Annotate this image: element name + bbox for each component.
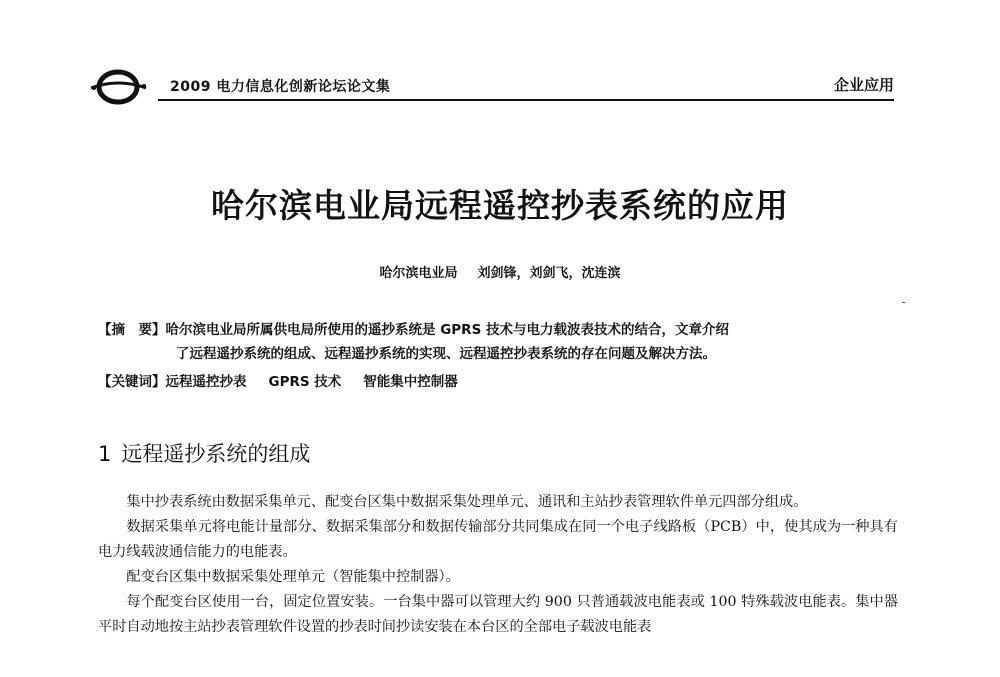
running-header [88, 66, 894, 106]
scan-speck [902, 302, 905, 303]
paragraph: 每个配变台区使用一台，固定位置安装。一台集中器可以管理大约 900 只普通载波电能表或 100 特殊载波电能表。集中器平时自动地按主站抄表管理软件设置的抄表时间抄读安装在本台区的全部电子载波电能表 [98, 594, 898, 635]
section-number: 1 [98, 442, 112, 466]
proceedings-title: 2009 电力信息化创新论坛论文集 [170, 79, 391, 95]
paragraph: 数据采集单元将电能计量部分、数据采集部分和数据传输部分共同集成在同一个电子线路板（PCB）中，使其成为一种具有电力线载波通信能力的电能表。 [98, 519, 898, 560]
abstract [98, 318, 898, 366]
keyword: 远程遥控抄表 [165, 374, 247, 390]
keywords-label: 【关键词】 [98, 374, 166, 390]
paper-title: 哈尔滨电业局远程遥控抄表系统的应用 [211, 186, 789, 225]
abstract-line-2: 了远程遥抄系统的组成、远程遥抄系统的实现、远程遥控抄表系统的存在问题及解决方法。 [176, 346, 716, 362]
affiliation: 哈尔滨电业局 [379, 266, 458, 281]
keyword: GPRS 技术 [268, 374, 342, 390]
keywords [98, 370, 480, 390]
header-rule [158, 99, 894, 101]
section-title: 远程遥抄系统的组成 [121, 442, 311, 466]
abstract-label: 【摘 要】 [98, 322, 166, 338]
keyword: 智能集中控制器 [363, 374, 458, 390]
section-heading [98, 438, 310, 468]
abstract-text-1: 哈尔滨电业局所属供电局所使用的遥抄系统是 GPRS 技术与电力载波表技术的结合，文章介绍 [165, 322, 729, 338]
authors: 刘剑锋，刘剑飞，沈连滨 [477, 266, 621, 281]
byline [0, 262, 1000, 281]
paragraph: 集中抄表系统由数据采集单元、配变台区集中数据采集处理单元、通讯和主站抄表管理软件单元四部分组成。 [126, 494, 808, 510]
abstract-line-1 [98, 318, 898, 342]
section-label: 企业应用 [833, 76, 894, 94]
body-text [98, 490, 898, 640]
paragraph: 配变台区集中数据采集处理单元（智能集中控制器）。 [126, 569, 460, 585]
forum-logo-icon [88, 68, 150, 106]
